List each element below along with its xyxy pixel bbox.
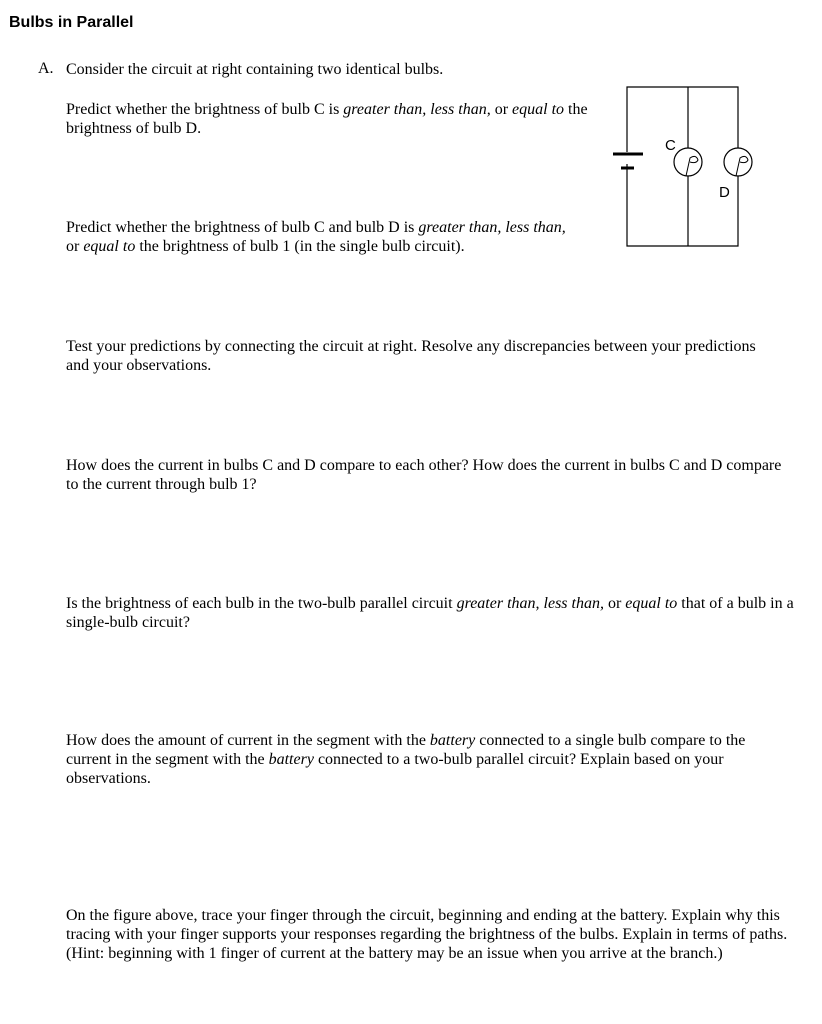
question-3: Test your predictions by connecting the circuit at right. Resolve any discrepancies between your predictions and your observations.	[66, 338, 756, 374]
bulb-d-label: D	[719, 184, 730, 201]
bulb-c-icon	[674, 148, 702, 176]
page-title: Bulbs in Parallel	[9, 14, 134, 31]
section-label: A.	[38, 60, 54, 77]
intro-text: Consider the circuit at right containing two identical bulbs.	[66, 61, 444, 78]
bulb-d-icon	[724, 148, 752, 176]
question-6: How does the amount of current in the segment with the battery connected to a single bulb compare to the current in the segment with the battery connected to a two-bulb parallel circuit? Explain based on your observations.	[66, 732, 746, 787]
question-5: Is the brightness of each bulb in the two-bulb parallel circuit greater than, less than, or equal to that of a bulb in a single-bulb circuit?	[66, 595, 794, 631]
question-4: How does the current in bulbs C and D compare to each other? How does the current in bulbs C and D compare to the current through bulb 1?	[66, 457, 782, 493]
bulb-c-label: C	[665, 137, 676, 154]
question-2: Predict whether the brightness of bulb C and bulb D is greater than, less than, or equal to the brightness of bulb 1 (in the single bulb circuit).	[66, 219, 566, 255]
question-7: On the figure above, trace your finger through the circuit, beginning and ending at the battery. Explain why this tracing with your finger supports your responses regarding the brightness of the bulbs. Explain in terms of paths. (Hint: beginning with 1 finger of current at the battery may be an issue when you arrive at the branch.)	[66, 907, 788, 962]
parallel-circuit-diagram	[600, 80, 770, 255]
question-1: Predict whether the brightness of bulb C is greater than, less than, or equal to the brightness of bulb D.	[66, 101, 588, 137]
